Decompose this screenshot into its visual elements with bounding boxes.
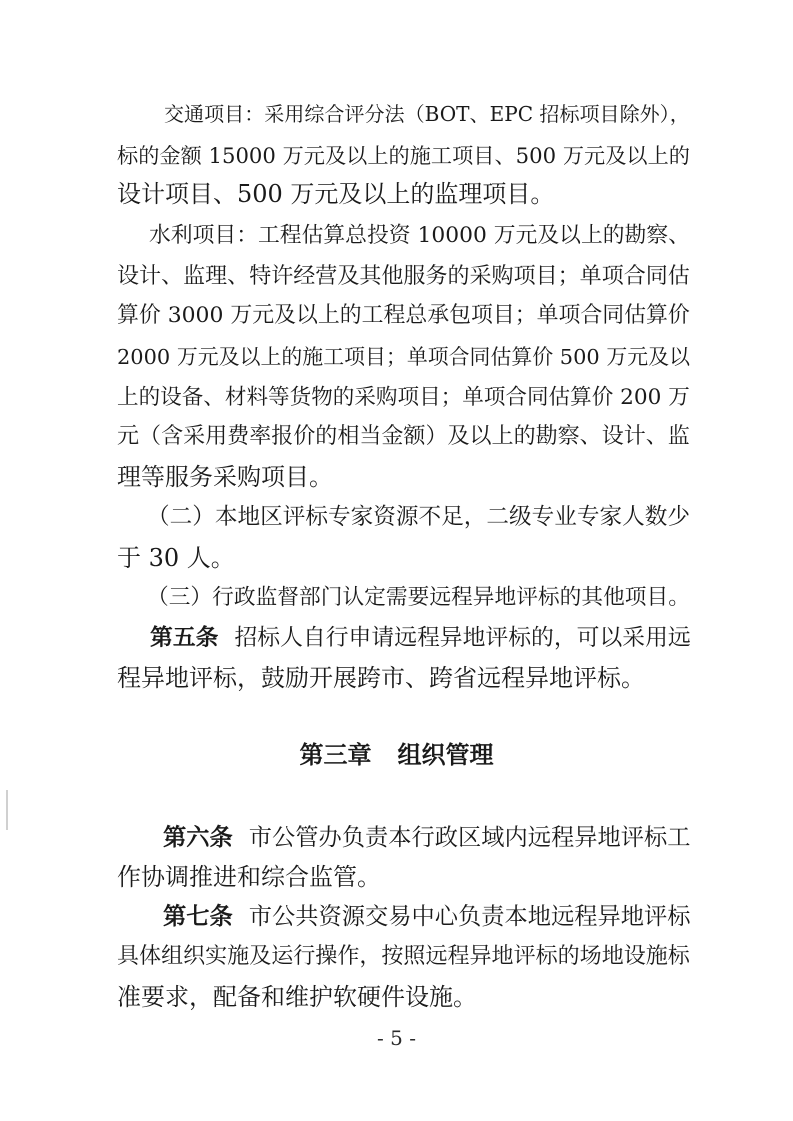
- text: 水利项目：工程估算总投资 10000 万元及以上的勘察、: [149, 223, 690, 248]
- text: 理等服务采购项目。: [117, 463, 333, 491]
- paragraph-traffic-line-1: [0, 95, 793, 133]
- text: 设计项目、500 万元及以上的监理项目。: [117, 180, 555, 208]
- text: （三）行政监督部门认定需要远程异地评标的其他项目。: [147, 585, 690, 610]
- article-5-line-2: [0, 659, 793, 697]
- text: 交通项目：采用综合评分法（BOT、EPC 招标项目除外），: [164, 102, 690, 126]
- text: 市公共资源交易中心负责本地远程异地评标: [248, 903, 691, 930]
- paragraph-water-line-1: [0, 217, 793, 255]
- text: 招标人自行申请远程异地评标的，可以采用远: [234, 625, 691, 651]
- text: 上的设备、材料等货物的采购项目；单项合同估算价 200 万: [117, 385, 690, 410]
- paragraph-item-3-line-1: [0, 579, 793, 617]
- article-6-line-2: [0, 858, 793, 896]
- text: 市公管办负责本行政区域内远程异地评标工: [248, 824, 691, 851]
- article-7-line-2: [0, 938, 793, 976]
- page-number: - 5 -: [377, 1026, 416, 1050]
- article-7-line-3: [0, 978, 793, 1016]
- article-6-line-1: [0, 819, 793, 857]
- text: （二）本地区评标专家资源不足，二级专业专家人数少: [147, 504, 690, 530]
- paragraph-water-line-7: [0, 458, 793, 496]
- chapter-heading: [0, 735, 793, 775]
- paragraph-traffic-line-3: [0, 175, 793, 213]
- article-6-title: 第六条: [163, 824, 233, 851]
- article-7-title: 第七条: [163, 903, 233, 930]
- text: 具体组织实施及运行操作，按照远程异地评标的场地设施标: [117, 944, 690, 969]
- paragraph-water-line-2: [0, 258, 793, 296]
- article-5-title: 第五条: [150, 625, 219, 651]
- text: 程异地评标，鼓励开展跨市、跨省远程异地评标。: [117, 664, 645, 692]
- paragraph-water-line-6: [0, 418, 793, 456]
- paragraph-traffic-line-2: [0, 137, 793, 175]
- chapter-name: 组织管理: [397, 740, 494, 769]
- paragraph-item-2-line-1: [0, 498, 793, 536]
- text: 作协调推进和综合监管。: [117, 863, 381, 891]
- text: 算价 3000 万元及以上的工程总承包项目；单项合同估算价: [117, 303, 690, 328]
- chapter-number: 第三章: [299, 740, 372, 769]
- text: 元（含采用费率报价的相当金额）及以上的勘察、设计、监: [117, 424, 690, 449]
- text: 于 30 人。: [117, 544, 235, 572]
- article-7-line-1: [0, 898, 793, 936]
- paragraph-water-line-5: [0, 379, 793, 417]
- article-5-line-1: [0, 619, 793, 657]
- paragraph-item-2-line-2: [0, 539, 793, 577]
- paragraph-water-line-4: [0, 338, 793, 376]
- paragraph-water-line-3: [0, 297, 793, 335]
- text: 设计、监理、特许经营及其他服务的采购项目；单项合同估: [117, 264, 690, 289]
- text: 2000 万元及以上的施工项目；单项合同估算价 500 万元及以: [117, 345, 690, 369]
- text: 准要求，配备和维护软硬件设施。: [117, 983, 477, 1011]
- text: 标的金额 15000 万元及以上的施工项目、500 万元及以上的: [117, 143, 690, 168]
